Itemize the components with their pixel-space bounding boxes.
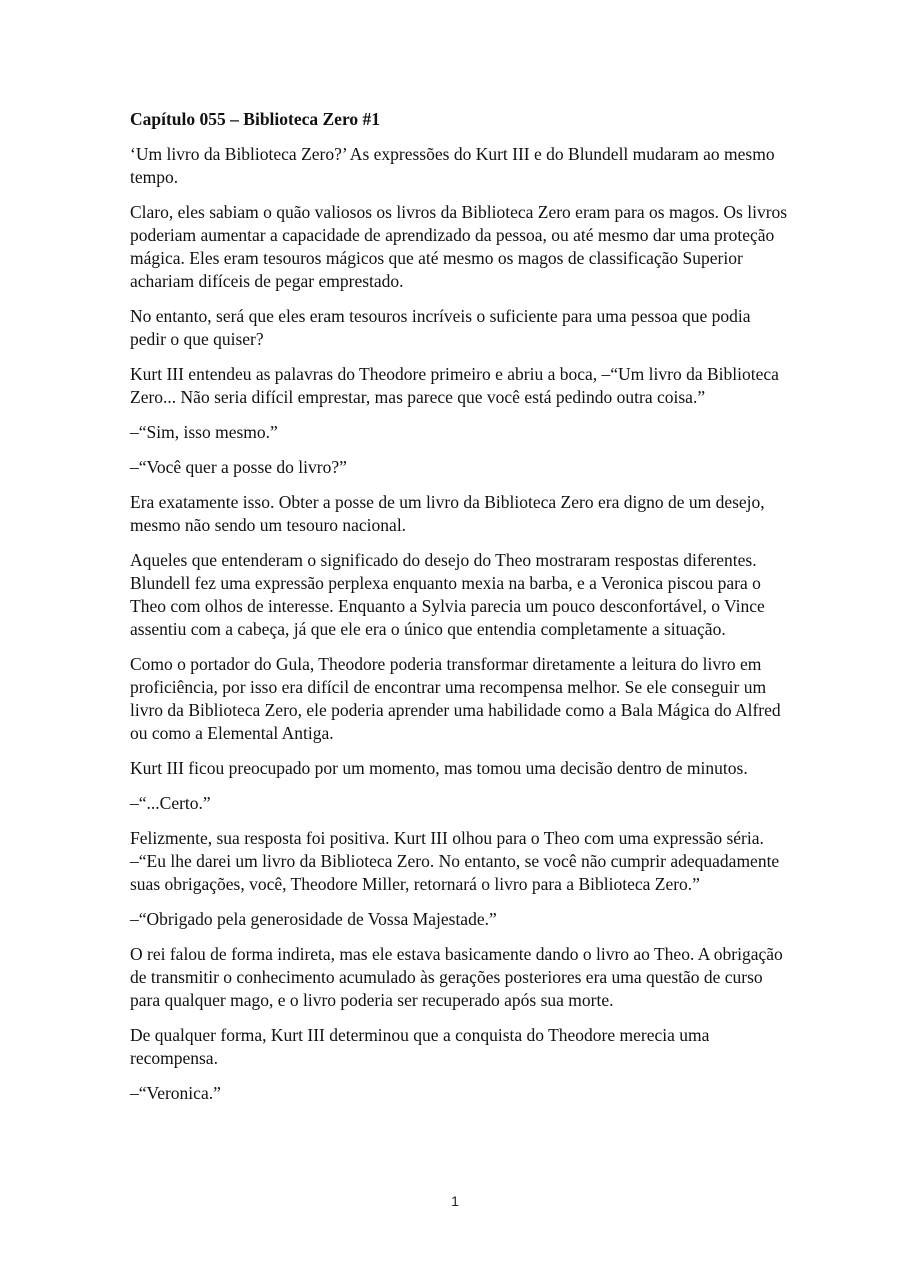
paragraph: –“...Certo.” [130,793,211,813]
paragraph: Felizmente, sua resposta foi positiva. Kurt III olhou para o Theo com uma expressão séria. –“Eu lhe darei um livro da Biblioteca Zero. No entanto, se você não cumprir adequadamente suas obrigações, você, Theodore Miller, retornará o livro para a Biblioteca Zero.” [130,828,780,894]
page-content [130,108,790,1117]
paragraph: Como o portador do Gula, Theodore poderia transformar diretamente a leitura do livro em proficiência, por isso era difícil de encontrar uma recompensa melhor. Se ele conseguir um livro da Biblioteca Zero, ele poderia aprender uma habilidade como a Bala Mágica do Alfred ou como a Elemental Antiga. [130,654,781,743]
paragraph: De qualquer forma, Kurt III determinou que a conquista do Theodore merecia uma recompensa. [130,1025,710,1068]
page-number: 1 [451,1193,459,1209]
paragraph: O rei falou de forma indireta, mas ele estava basicamente dando o livro ao Theo. A obrigação de transmitir o conhecimento acumulado às gerações posteriores era uma questão de curso para qualquer mago, e o livro poderia ser recuperado após sua morte. [130,944,783,1010]
paragraph: –“Obrigado pela generosidade de Vossa Majestade.” [130,909,497,929]
paragraph: –“Sim, isso mesmo.” [130,422,278,442]
paragraph: –“Você quer a posse do livro?” [130,457,347,477]
paragraph: Kurt III ficou preocupado por um momento, mas tomou uma decisão dentro de minutos. [130,758,748,778]
paragraph: Claro, eles sabiam o quão valiosos os livros da Biblioteca Zero eram para os magos. Os livros poderiam aumentar a capacidade de aprendizado da pessoa, ou até mesmo dar uma proteção mágica. Eles eram tesouros mágicos que até mesmo os magos de classificação Superior achariam difíceis de pegar emprestado. [130,202,788,291]
paragraph: ‘Um livro da Biblioteca Zero?’ As expressões do Kurt III e do Blundell mudaram ao mesmo tempo. [130,144,775,187]
paragraph: Aqueles que entenderam o significado do desejo do Theo mostraram respostas diferentes. Blundell fez uma expressão perplexa enquanto mexia na barba, e a Veronica piscou para o Theo com olhos de interesse. Enquanto a Sylvia parecia um pouco desconfortável, o Vince assentiu com a cabeça, já que ele era o único que entendia completamente a situação. [130,550,765,639]
paragraph: –“Veronica.” [130,1083,221,1103]
paragraph: Era exatamente isso. Obter a posse de um livro da Biblioteca Zero era digno de um desejo, mesmo não sendo um tesouro nacional. [130,492,765,535]
chapter-title: Capítulo 055 – Biblioteca Zero #1 [130,109,381,129]
paragraph: Kurt III entendeu as palavras do Theodore primeiro e abriu a boca, –“Um livro da Biblioteca Zero... Não seria difícil emprestar, mas parece que você está pedindo outra coisa.” [130,364,779,407]
paragraph: No entanto, será que eles eram tesouros incríveis o suficiente para uma pessoa que podia pedir o que quiser? [130,306,751,349]
